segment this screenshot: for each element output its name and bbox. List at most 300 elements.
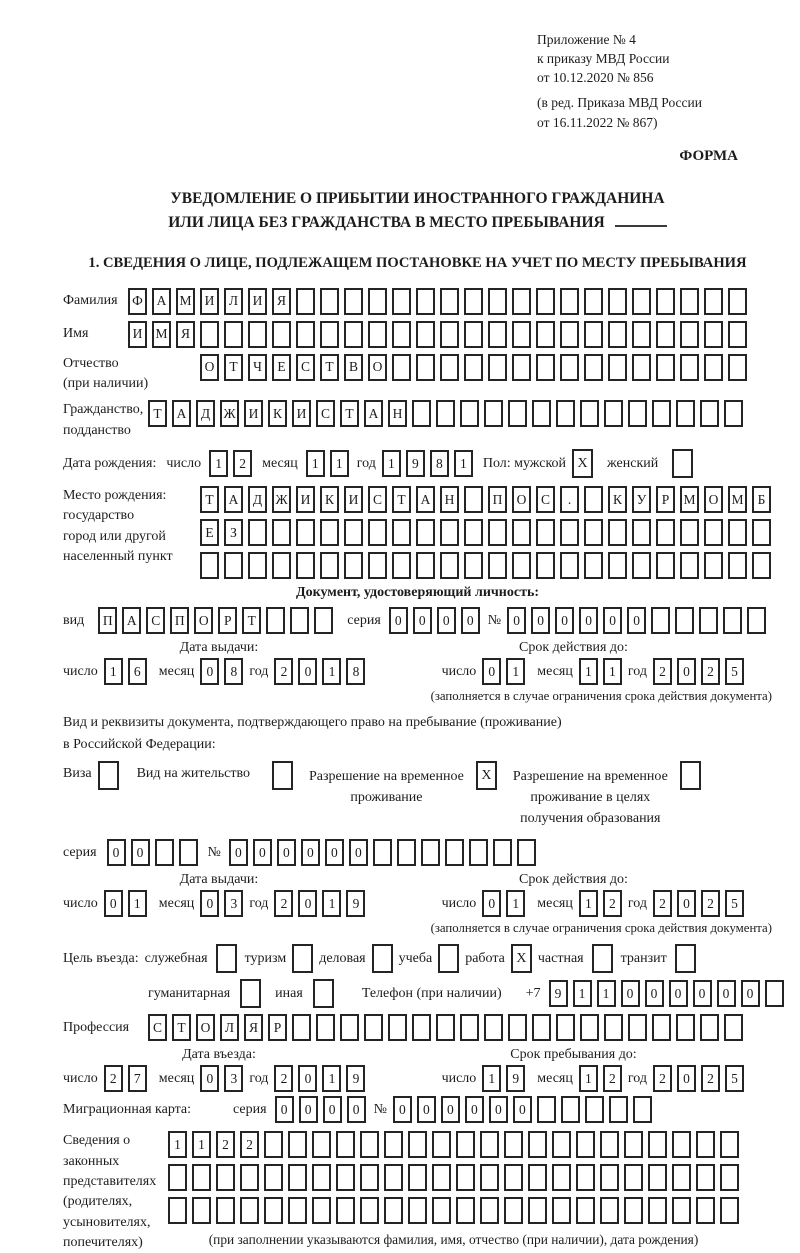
purpose-official-checkbox[interactable] [216, 944, 237, 973]
form-cell[interactable]: О [368, 354, 387, 381]
form-cell[interactable]: Р [656, 486, 675, 513]
form-cell[interactable]: 1 [597, 980, 616, 1007]
form-cell[interactable]: 0 [677, 890, 696, 917]
form-cell[interactable] [680, 552, 699, 579]
form-cell[interactable] [464, 288, 483, 315]
form-cell[interactable] [747, 607, 766, 634]
form-cell[interactable] [272, 321, 291, 348]
form-cell[interactable] [508, 1014, 527, 1041]
form-cell[interactable]: 2 [701, 890, 720, 917]
form-cell[interactable]: К [608, 486, 627, 513]
form-cell[interactable]: 0 [417, 1096, 436, 1123]
form-cell[interactable]: Ж [272, 486, 291, 513]
form-cell[interactable] [576, 1131, 595, 1158]
form-cell[interactable] [728, 519, 747, 546]
form-cell[interactable] [264, 1164, 283, 1191]
form-cell[interactable]: Ч [248, 354, 267, 381]
form-cell[interactable] [248, 519, 267, 546]
form-cell[interactable] [632, 288, 651, 315]
form-cell[interactable] [723, 607, 742, 634]
form-cell[interactable] [432, 1131, 451, 1158]
form-cell[interactable]: Е [272, 354, 291, 381]
form-cell[interactable] [504, 1164, 523, 1191]
form-cell[interactable] [704, 321, 723, 348]
form-cell[interactable] [460, 1014, 479, 1041]
form-cell[interactable] [392, 519, 411, 546]
form-cell[interactable]: 2 [104, 1065, 123, 1092]
form-cell[interactable]: А [122, 607, 141, 634]
form-cell[interactable]: 9 [346, 890, 365, 917]
form-cell[interactable] [155, 839, 174, 866]
form-cell[interactable] [728, 321, 747, 348]
form-cell[interactable]: О [194, 607, 213, 634]
form-cell[interactable]: М [176, 288, 195, 315]
form-cell[interactable]: 0 [131, 839, 150, 866]
form-cell[interactable] [344, 321, 363, 348]
form-cell[interactable]: И [292, 400, 311, 427]
form-cell[interactable]: 9 [346, 1065, 365, 1092]
form-cell[interactable] [436, 400, 455, 427]
form-cell[interactable] [408, 1164, 427, 1191]
form-cell[interactable]: 0 [104, 890, 123, 917]
form-cell[interactable]: П [488, 486, 507, 513]
form-cell[interactable] [536, 552, 555, 579]
form-cell[interactable]: 1 [573, 980, 592, 1007]
form-cell[interactable]: 1 [168, 1131, 187, 1158]
form-cell[interactable] [216, 1197, 235, 1224]
form-cell[interactable] [704, 354, 723, 381]
form-cell[interactable]: Я [176, 321, 195, 348]
form-cell[interactable] [456, 1164, 475, 1191]
form-cell[interactable]: 1 [192, 1131, 211, 1158]
form-cell[interactable] [464, 552, 483, 579]
form-cell[interactable] [440, 354, 459, 381]
form-cell[interactable] [384, 1131, 403, 1158]
form-cell[interactable] [696, 1131, 715, 1158]
form-cell[interactable]: Р [268, 1014, 287, 1041]
form-cell[interactable]: 0 [741, 980, 760, 1007]
form-cell[interactable]: О [704, 486, 723, 513]
form-cell[interactable]: 5 [725, 890, 744, 917]
form-cell[interactable] [296, 552, 315, 579]
form-cell[interactable] [600, 1197, 619, 1224]
form-cell[interactable] [440, 288, 459, 315]
form-cell[interactable]: 2 [603, 890, 622, 917]
form-cell[interactable] [632, 321, 651, 348]
form-cell[interactable] [344, 288, 363, 315]
form-cell[interactable]: А [152, 288, 171, 315]
form-cell[interactable]: 0 [393, 1096, 412, 1123]
form-cell[interactable] [224, 552, 243, 579]
form-cell[interactable] [633, 1096, 652, 1123]
form-cell[interactable]: У [632, 486, 651, 513]
form-cell[interactable] [296, 288, 315, 315]
form-cell[interactable] [192, 1164, 211, 1191]
form-cell[interactable]: 1 [579, 658, 598, 685]
form-cell[interactable]: 2 [274, 1065, 293, 1092]
form-cell[interactable]: 1 [506, 658, 525, 685]
form-cell[interactable] [656, 552, 675, 579]
form-cell[interactable]: 0 [413, 607, 432, 634]
form-cell[interactable]: 2 [653, 890, 672, 917]
form-cell[interactable] [600, 1131, 619, 1158]
form-cell[interactable] [288, 1197, 307, 1224]
form-cell[interactable] [266, 607, 285, 634]
form-cell[interactable] [656, 321, 675, 348]
form-cell[interactable]: Л [220, 1014, 239, 1041]
form-cell[interactable]: Б [752, 486, 771, 513]
form-cell[interactable] [628, 1014, 647, 1041]
form-cell[interactable] [728, 552, 747, 579]
form-cell[interactable] [316, 1014, 335, 1041]
form-cell[interactable]: 0 [693, 980, 712, 1007]
form-cell[interactable] [432, 1197, 451, 1224]
form-cell[interactable] [560, 288, 579, 315]
form-cell[interactable] [512, 354, 531, 381]
form-cell[interactable] [416, 519, 435, 546]
form-cell[interactable] [436, 1014, 455, 1041]
form-cell[interactable] [484, 1014, 503, 1041]
form-cell[interactable]: Н [440, 486, 459, 513]
form-cell[interactable]: Т [392, 486, 411, 513]
form-cell[interactable]: 8 [430, 450, 449, 477]
form-cell[interactable] [652, 400, 671, 427]
form-cell[interactable] [469, 839, 488, 866]
form-cell[interactable] [536, 519, 555, 546]
form-cell[interactable] [412, 400, 431, 427]
form-cell[interactable]: 0 [461, 607, 480, 634]
form-cell[interactable] [493, 839, 512, 866]
form-cell[interactable] [240, 1197, 259, 1224]
visa-checkbox[interactable] [98, 761, 119, 790]
form-cell[interactable] [368, 552, 387, 579]
form-cell[interactable]: М [680, 486, 699, 513]
form-cell[interactable] [512, 321, 531, 348]
form-cell[interactable] [608, 552, 627, 579]
form-cell[interactable] [397, 839, 416, 866]
form-cell[interactable] [728, 354, 747, 381]
form-cell[interactable]: 1 [603, 658, 622, 685]
form-cell[interactable] [488, 288, 507, 315]
form-cell[interactable]: С [148, 1014, 167, 1041]
form-cell[interactable]: 0 [482, 658, 501, 685]
form-cell[interactable] [320, 321, 339, 348]
form-cell[interactable]: 0 [349, 839, 368, 866]
form-cell[interactable] [752, 552, 771, 579]
form-cell[interactable]: 0 [482, 890, 501, 917]
form-cell[interactable] [536, 354, 555, 381]
form-cell[interactable] [248, 552, 267, 579]
form-cell[interactable] [192, 1197, 211, 1224]
form-cell[interactable] [648, 1164, 667, 1191]
form-cell[interactable] [336, 1197, 355, 1224]
form-cell[interactable] [488, 354, 507, 381]
form-cell[interactable]: 1 [128, 890, 147, 917]
form-cell[interactable] [528, 1197, 547, 1224]
form-cell[interactable] [416, 552, 435, 579]
form-cell[interactable]: 0 [579, 607, 598, 634]
form-cell[interactable]: 0 [645, 980, 664, 1007]
form-cell[interactable] [464, 519, 483, 546]
form-cell[interactable]: С [146, 607, 165, 634]
form-cell[interactable]: 1 [579, 1065, 598, 1092]
form-cell[interactable] [576, 1164, 595, 1191]
form-cell[interactable] [704, 288, 723, 315]
residence-permit-checkbox[interactable] [272, 761, 293, 790]
form-cell[interactable] [696, 1164, 715, 1191]
form-cell[interactable]: Т [172, 1014, 191, 1041]
form-cell[interactable] [580, 400, 599, 427]
form-cell[interactable] [656, 354, 675, 381]
form-cell[interactable]: С [296, 354, 315, 381]
form-cell[interactable] [648, 1197, 667, 1224]
form-cell[interactable] [561, 1096, 580, 1123]
form-cell[interactable] [552, 1131, 571, 1158]
form-cell[interactable] [696, 1197, 715, 1224]
form-cell[interactable] [408, 1131, 427, 1158]
form-cell[interactable]: Я [272, 288, 291, 315]
form-cell[interactable] [320, 519, 339, 546]
form-cell[interactable] [584, 552, 603, 579]
form-cell[interactable] [752, 519, 771, 546]
form-cell[interactable] [440, 519, 459, 546]
form-cell[interactable] [216, 1164, 235, 1191]
form-cell[interactable]: 0 [301, 839, 320, 866]
form-cell[interactable]: 2 [653, 658, 672, 685]
form-cell[interactable]: О [200, 354, 219, 381]
form-cell[interactable] [488, 552, 507, 579]
form-cell[interactable]: 2 [240, 1131, 259, 1158]
form-cell[interactable]: 1 [579, 890, 598, 917]
form-cell[interactable] [240, 1164, 259, 1191]
form-cell[interactable] [576, 1197, 595, 1224]
form-cell[interactable] [700, 1014, 719, 1041]
form-cell[interactable] [312, 1164, 331, 1191]
form-cell[interactable] [552, 1164, 571, 1191]
form-cell[interactable] [704, 552, 723, 579]
form-cell[interactable] [560, 519, 579, 546]
form-cell[interactable] [632, 354, 651, 381]
form-cell[interactable] [604, 400, 623, 427]
form-cell[interactable] [512, 519, 531, 546]
form-cell[interactable]: 0 [275, 1096, 294, 1123]
temp-residence-edu-checkbox[interactable] [680, 761, 701, 790]
form-cell[interactable] [179, 839, 198, 866]
form-cell[interactable] [440, 552, 459, 579]
form-cell[interactable]: 1 [306, 450, 325, 477]
form-cell[interactable]: 0 [253, 839, 272, 866]
form-cell[interactable]: 0 [347, 1096, 366, 1123]
form-cell[interactable] [320, 288, 339, 315]
form-cell[interactable] [432, 1164, 451, 1191]
form-cell[interactable] [480, 1197, 499, 1224]
form-cell[interactable]: 1 [104, 658, 123, 685]
form-cell[interactable] [460, 400, 479, 427]
form-cell[interactable] [720, 1131, 739, 1158]
form-cell[interactable] [537, 1096, 556, 1123]
form-cell[interactable] [608, 519, 627, 546]
form-cell[interactable]: 2 [274, 658, 293, 685]
form-cell[interactable] [560, 552, 579, 579]
form-cell[interactable] [508, 400, 527, 427]
form-cell[interactable] [292, 1014, 311, 1041]
form-cell[interactable] [392, 321, 411, 348]
form-cell[interactable]: П [170, 607, 189, 634]
form-cell[interactable]: О [512, 486, 531, 513]
form-cell[interactable] [512, 552, 531, 579]
form-cell[interactable]: 1 [322, 1065, 341, 1092]
form-cell[interactable] [488, 321, 507, 348]
form-cell[interactable]: С [536, 486, 555, 513]
form-cell[interactable] [296, 519, 315, 546]
form-cell[interactable] [412, 1014, 431, 1041]
form-cell[interactable]: Т [200, 486, 219, 513]
form-cell[interactable] [464, 321, 483, 348]
form-cell[interactable] [392, 288, 411, 315]
form-cell[interactable]: 0 [489, 1096, 508, 1123]
form-cell[interactable]: 0 [677, 1065, 696, 1092]
form-cell[interactable]: 0 [669, 980, 688, 1007]
form-cell[interactable] [314, 607, 333, 634]
form-cell[interactable]: И [200, 288, 219, 315]
form-cell[interactable] [584, 288, 603, 315]
purpose-tourism-checkbox[interactable] [292, 944, 313, 973]
form-cell[interactable] [296, 321, 315, 348]
form-cell[interactable] [648, 1131, 667, 1158]
form-cell[interactable]: 2 [233, 450, 252, 477]
purpose-other-checkbox[interactable] [313, 979, 334, 1008]
form-cell[interactable] [672, 1131, 691, 1158]
form-cell[interactable]: 2 [701, 1065, 720, 1092]
form-cell[interactable]: 3 [224, 890, 243, 917]
sex-female-checkbox[interactable] [672, 449, 693, 478]
form-cell[interactable] [456, 1197, 475, 1224]
form-cell[interactable] [528, 1164, 547, 1191]
form-cell[interactable]: 1 [322, 890, 341, 917]
form-cell[interactable] [580, 1014, 599, 1041]
form-cell[interactable] [488, 519, 507, 546]
form-cell[interactable]: 5 [725, 1065, 744, 1092]
form-cell[interactable] [517, 839, 536, 866]
form-cell[interactable] [368, 288, 387, 315]
form-cell[interactable]: 0 [298, 890, 317, 917]
form-cell[interactable]: Т [242, 607, 261, 634]
form-cell[interactable] [464, 354, 483, 381]
form-cell[interactable]: 2 [701, 658, 720, 685]
form-cell[interactable] [676, 1014, 695, 1041]
form-cell[interactable] [368, 519, 387, 546]
form-cell[interactable] [680, 321, 699, 348]
form-cell[interactable]: З [224, 519, 243, 546]
form-cell[interactable]: 0 [200, 658, 219, 685]
form-cell[interactable]: 0 [325, 839, 344, 866]
form-cell[interactable] [680, 288, 699, 315]
form-cell[interactable]: 0 [437, 607, 456, 634]
form-cell[interactable] [272, 552, 291, 579]
form-cell[interactable] [632, 552, 651, 579]
form-cell[interactable] [416, 321, 435, 348]
form-cell[interactable] [680, 354, 699, 381]
form-cell[interactable] [464, 486, 483, 513]
form-cell[interactable] [724, 1014, 743, 1041]
form-cell[interactable] [312, 1197, 331, 1224]
form-cell[interactable]: 1 [382, 450, 401, 477]
form-cell[interactable]: К [268, 400, 287, 427]
form-cell[interactable]: 0 [200, 1065, 219, 1092]
form-cell[interactable] [512, 288, 531, 315]
form-cell[interactable]: Д [248, 486, 267, 513]
form-cell[interactable] [384, 1197, 403, 1224]
form-cell[interactable] [584, 486, 603, 513]
form-cell[interactable]: 0 [603, 607, 622, 634]
form-cell[interactable]: О [196, 1014, 215, 1041]
form-cell[interactable] [560, 354, 579, 381]
form-cell[interactable] [480, 1131, 499, 1158]
form-cell[interactable] [720, 1197, 739, 1224]
form-cell[interactable]: 0 [621, 980, 640, 1007]
form-cell[interactable]: 1 [454, 450, 473, 477]
form-cell[interactable]: Т [320, 354, 339, 381]
form-cell[interactable] [624, 1164, 643, 1191]
temp-residence-checkbox[interactable]: X [476, 761, 497, 790]
form-cell[interactable] [584, 321, 603, 348]
form-cell[interactable]: А [416, 486, 435, 513]
form-cell[interactable] [676, 400, 695, 427]
form-cell[interactable] [532, 1014, 551, 1041]
form-cell[interactable] [392, 552, 411, 579]
form-cell[interactable] [445, 839, 464, 866]
form-cell[interactable] [373, 839, 392, 866]
form-cell[interactable] [416, 288, 435, 315]
purpose-humanitarian-checkbox[interactable] [240, 979, 261, 1008]
form-cell[interactable]: Д [196, 400, 215, 427]
form-cell[interactable]: 0 [323, 1096, 342, 1123]
form-cell[interactable]: М [728, 486, 747, 513]
form-cell[interactable] [200, 321, 219, 348]
form-cell[interactable]: Т [340, 400, 359, 427]
form-cell[interactable]: 8 [346, 658, 365, 685]
form-cell[interactable] [532, 400, 551, 427]
form-cell[interactable] [724, 400, 743, 427]
form-cell[interactable]: 1 [322, 658, 341, 685]
form-cell[interactable] [584, 519, 603, 546]
form-cell[interactable]: Р [218, 607, 237, 634]
form-cell[interactable]: 0 [507, 607, 526, 634]
form-cell[interactable]: 9 [406, 450, 425, 477]
form-cell[interactable] [168, 1164, 187, 1191]
form-cell[interactable]: 2 [216, 1131, 235, 1158]
form-cell[interactable] [536, 288, 555, 315]
form-cell[interactable]: 6 [128, 658, 147, 685]
form-cell[interactable]: И [344, 486, 363, 513]
form-cell[interactable]: 2 [653, 1065, 672, 1092]
form-cell[interactable] [624, 1131, 643, 1158]
purpose-business-checkbox[interactable] [372, 944, 393, 973]
form-cell[interactable]: 0 [465, 1096, 484, 1123]
form-cell[interactable]: К [320, 486, 339, 513]
form-cell[interactable] [312, 1131, 331, 1158]
form-cell[interactable]: 2 [603, 1065, 622, 1092]
form-cell[interactable] [585, 1096, 604, 1123]
form-cell[interactable] [628, 400, 647, 427]
form-cell[interactable] [224, 321, 243, 348]
form-cell[interactable]: 0 [277, 839, 296, 866]
form-cell[interactable]: 1 [209, 450, 228, 477]
form-cell[interactable]: Ф [128, 288, 147, 315]
form-cell[interactable] [600, 1164, 619, 1191]
form-cell[interactable] [699, 607, 718, 634]
form-cell[interactable]: И [296, 486, 315, 513]
